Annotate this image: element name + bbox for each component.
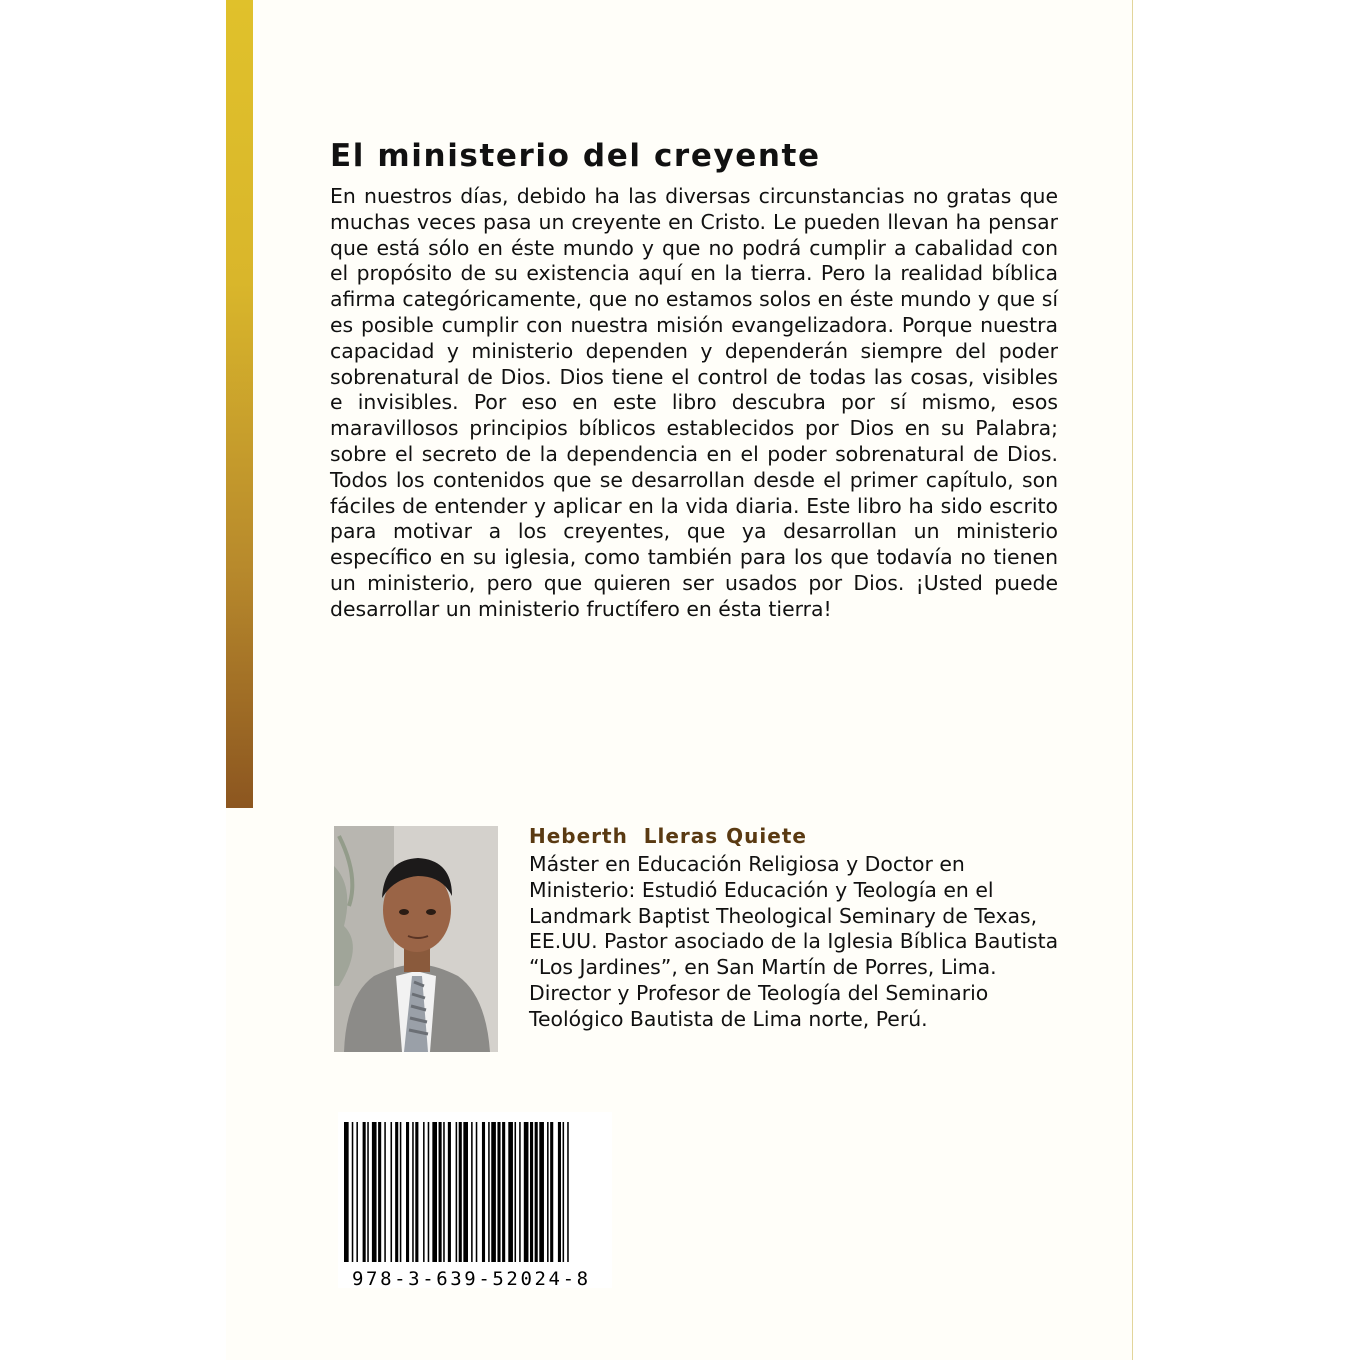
- barcode-bar: [367, 1122, 369, 1262]
- barcode-bar: [456, 1122, 458, 1262]
- barcode-bar: [463, 1122, 468, 1262]
- isbn-number: 978-3-639-52024-8: [352, 1268, 591, 1290]
- barcode-bar: [508, 1122, 513, 1262]
- barcode-bar: [391, 1122, 393, 1262]
- barcode-bar: [482, 1122, 485, 1262]
- author-photo: [334, 826, 498, 1052]
- gradient-side-bar: [226, 0, 253, 808]
- barcode-bar: [550, 1122, 553, 1262]
- barcode-bar: [384, 1122, 386, 1262]
- barcode-bar: [488, 1122, 490, 1262]
- barcode-bar: [547, 1122, 549, 1262]
- barcode-bar: [428, 1122, 430, 1262]
- book-title: El ministerio del creyente: [330, 138, 821, 174]
- barcode-bar: [491, 1122, 496, 1262]
- barcode-bar: [439, 1122, 442, 1262]
- barcode-bar: [378, 1122, 381, 1262]
- barcode-bar: [476, 1122, 478, 1262]
- barcode-bar: [519, 1122, 521, 1262]
- isbn-barcode: [338, 1112, 612, 1288]
- barcode-bar: [471, 1122, 473, 1262]
- barcode-bar: [372, 1122, 377, 1262]
- barcode-bar: [515, 1122, 517, 1262]
- barcode-bar: [567, 1122, 569, 1262]
- author-bio: Máster en Educación Religiosa y Doctor en Ministerio: Estudió Educación y Teología en el Landmark Baptist Theological Seminary de Texas, EE.UU. Pastor asociado de la Iglesia Bíblica Bautista “Los Jardines”, en San Martín de Porres, Lima. Director y Profesor de Teología del Seminario Teológico Bautista de Lima norte, Perú.: [529, 852, 1059, 1031]
- barcode-bar: [363, 1122, 366, 1262]
- author-name: Heberth Lleras Quiete: [529, 824, 807, 848]
- barcode-bar: [395, 1122, 398, 1262]
- barcode-bar: [356, 1122, 358, 1262]
- barcode-bar: [524, 1122, 529, 1262]
- barcode-bar: [415, 1122, 418, 1262]
- barcode-bar: [432, 1122, 437, 1262]
- book-blurb: En nuestros días, debido ha las diversas circunstancias no gratas que muchas veces pasa un creyente en Cristo. Le pueden llevan ha pensar que está sólo en éste mundo y que no podrá cumplir a cabalidad con el propósito de su existencia aquí en la tierra. Pero la realidad bíblica afirma categóricamente, que no estamos solos en éste mundo y que sí es posible cumplir con nuestra misión evangelizadora. Porque nuestra capacidad y ministerio dependen y dependerán siempre del poder sobrenatural de Dios. Dios tiene el control de todas las cosas, visibles e invisibles. Por eso en este libro descubra por sí mismo, esos maravillosos principios bíblicos establecidos por Dios en su Palabra; sobre el secreto de la dependencia en el poder sobrenatural de Dios. Todos los contenidos que se desarrollan desde el primer capítulo, son fáciles de entender y aplicar en la vida diaria. Este libro ha sido escrito para motivar a los creyentes, que ya desarrollan un ministerio específico en su iglesia, como también para los que todavía no tienen un ministerio, pero que quieren ser usados por Dios. ¡Usted puede desarrollar un ministerio fructífero en ésta tierra!: [330, 184, 1058, 621]
- barcode-bar: [352, 1122, 354, 1262]
- barcode-bar: [459, 1122, 462, 1262]
- barcode-bar: [563, 1122, 565, 1262]
- barcode-bar: [497, 1122, 500, 1262]
- barcode-bar: [448, 1122, 451, 1262]
- barcode-bar: [535, 1122, 538, 1262]
- barcode-bar: [502, 1122, 505, 1262]
- barcode-bar: [400, 1122, 402, 1262]
- barcode-bar: [344, 1122, 349, 1262]
- barcode-bar: [558, 1122, 561, 1262]
- barcode-bar: [539, 1122, 544, 1262]
- barcode-bar: [406, 1122, 409, 1262]
- barcode-bar: [530, 1122, 533, 1262]
- barcode-bar: [443, 1122, 445, 1262]
- author-portrait-illustration: [334, 826, 498, 1052]
- barcode-bars: [338, 1112, 612, 1288]
- barcode-bar: [423, 1122, 425, 1262]
- barcode-bar: [412, 1122, 414, 1262]
